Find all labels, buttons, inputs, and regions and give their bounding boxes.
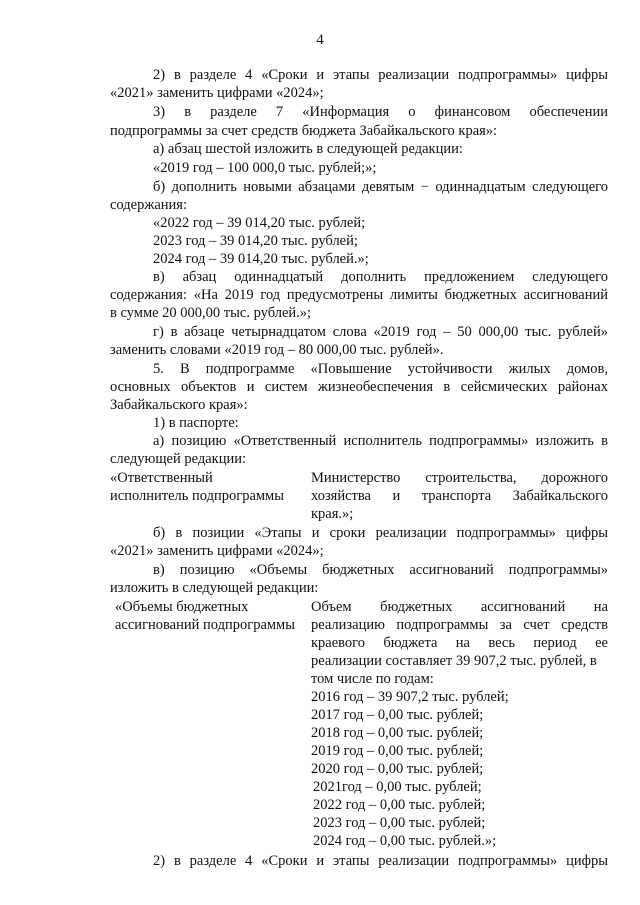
text-line: 5. В подпрограмме «Повышение устойчивости жилых домов, <box>153 361 608 377</box>
page-number: 4 <box>316 32 324 48</box>
table-label: исполнитель подпрограммы <box>110 488 284 504</box>
text-line: следующей редакции: <box>110 451 247 467</box>
text-line: изложить в следующей редакции: <box>110 580 319 596</box>
text-line: 2) в разделе 4 «Сроки и этапы реализации подпрограммы» цифры <box>153 67 608 83</box>
table-value: Объем бюджетных ассигнований на <box>311 599 608 615</box>
table-label: «Объемы бюджетных <box>115 599 249 615</box>
text-line: «2021» заменить цифрами «2024»; <box>110 85 324 101</box>
table-value: реализацию подпрограммы за счет средств <box>311 617 608 633</box>
table-value: 2024 год – 0,00 тыс. рублей.»; <box>313 833 497 849</box>
table-label: «Ответственный <box>110 470 213 486</box>
text-line: 2) в разделе 4 «Сроки и этапы реализации подпрограммы» цифры <box>153 853 608 869</box>
table-value: 2018 год – 0,00 тыс. рублей; <box>311 725 484 741</box>
text-line: г) в абзаце четырнадцатом слова «2019 год – 50 000,00 тыс. рублей» <box>153 324 608 340</box>
table-value: краевого бюджета на весь период ее <box>311 635 608 651</box>
text-line: б) в позиции «Этапы и сроки реализации подпрограммы» цифры <box>153 525 608 541</box>
text-line: 3) в разделе 7 «Информация о финансовом обеспечении <box>153 104 608 120</box>
table-value: том числе по годам: <box>311 671 434 687</box>
text-line: Забайкальского края»: <box>110 397 248 413</box>
table-value: 2022 год – 0,00 тыс. рублей; <box>313 797 486 813</box>
table-value: 2023 год – 0,00 тыс. рублей; <box>313 815 486 831</box>
text-line: в сумме 20 000,00 тыс. рублей.»; <box>110 305 312 321</box>
table-value: 2021год – 0,00 тыс. рублей; <box>313 779 482 795</box>
text-line: 2024 год – 39 014,20 тыс. рублей.»; <box>153 251 369 267</box>
text-line: «2022 год – 39 014,20 тыс. рублей; <box>153 215 366 231</box>
table-label: ассигнований подпрограммы <box>115 617 295 633</box>
table-value: 2016 год – 39 907,2 тыс. рублей; <box>311 689 509 705</box>
text-line: содержания: «На 2019 год предусмотрены лимиты бюджетных ассигнований <box>110 287 608 303</box>
text-line: б) дополнить новыми абзацами девятым − одиннадцатым следующего <box>153 179 608 195</box>
text-line: а) абзац шестой изложить в следующей редакции: <box>153 141 463 157</box>
table-value: края.»; <box>311 506 354 522</box>
text-line: заменить словами «2019 год – 80 000,00 тыс. рублей». <box>110 342 444 358</box>
text-line: 1) в паспорте: <box>153 415 239 431</box>
text-line: подпрограммы за счет средств бюджета Забайкальского края»: <box>110 123 498 139</box>
table-value: Министерство строительства, дорожного <box>311 470 608 486</box>
table-value: 2019 год – 0,00 тыс. рублей; <box>311 743 484 759</box>
table-value: 2020 год – 0,00 тыс. рублей; <box>311 761 484 777</box>
text-line: а) позицию «Ответственный исполнитель подпрограммы» изложить в <box>153 433 608 449</box>
text-line: в) позицию «Объемы бюджетных ассигнований подпрограммы» <box>153 562 608 578</box>
table-value: хозяйства и транспорта Забайкальского <box>311 488 608 504</box>
text-line: в) абзац одиннадцатый дополнить предложением следующего <box>153 269 608 285</box>
text-line: содержания: <box>110 197 188 213</box>
table-value: 2017 год – 0,00 тыс. рублей; <box>311 707 484 723</box>
text-line: 2023 год – 39 014,20 тыс. рублей; <box>153 233 358 249</box>
text-line: основных объектов и систем жизнеобеспечения в сейсмических районах <box>110 379 608 395</box>
text-line: «2019 год – 100 000,0 тыс. рублей;»; <box>153 160 377 176</box>
text-line: «2021» заменить цифрами «2024»; <box>110 543 324 559</box>
table-value: реализации составляет 39 907,2 тыс. рублей, в <box>311 653 597 669</box>
